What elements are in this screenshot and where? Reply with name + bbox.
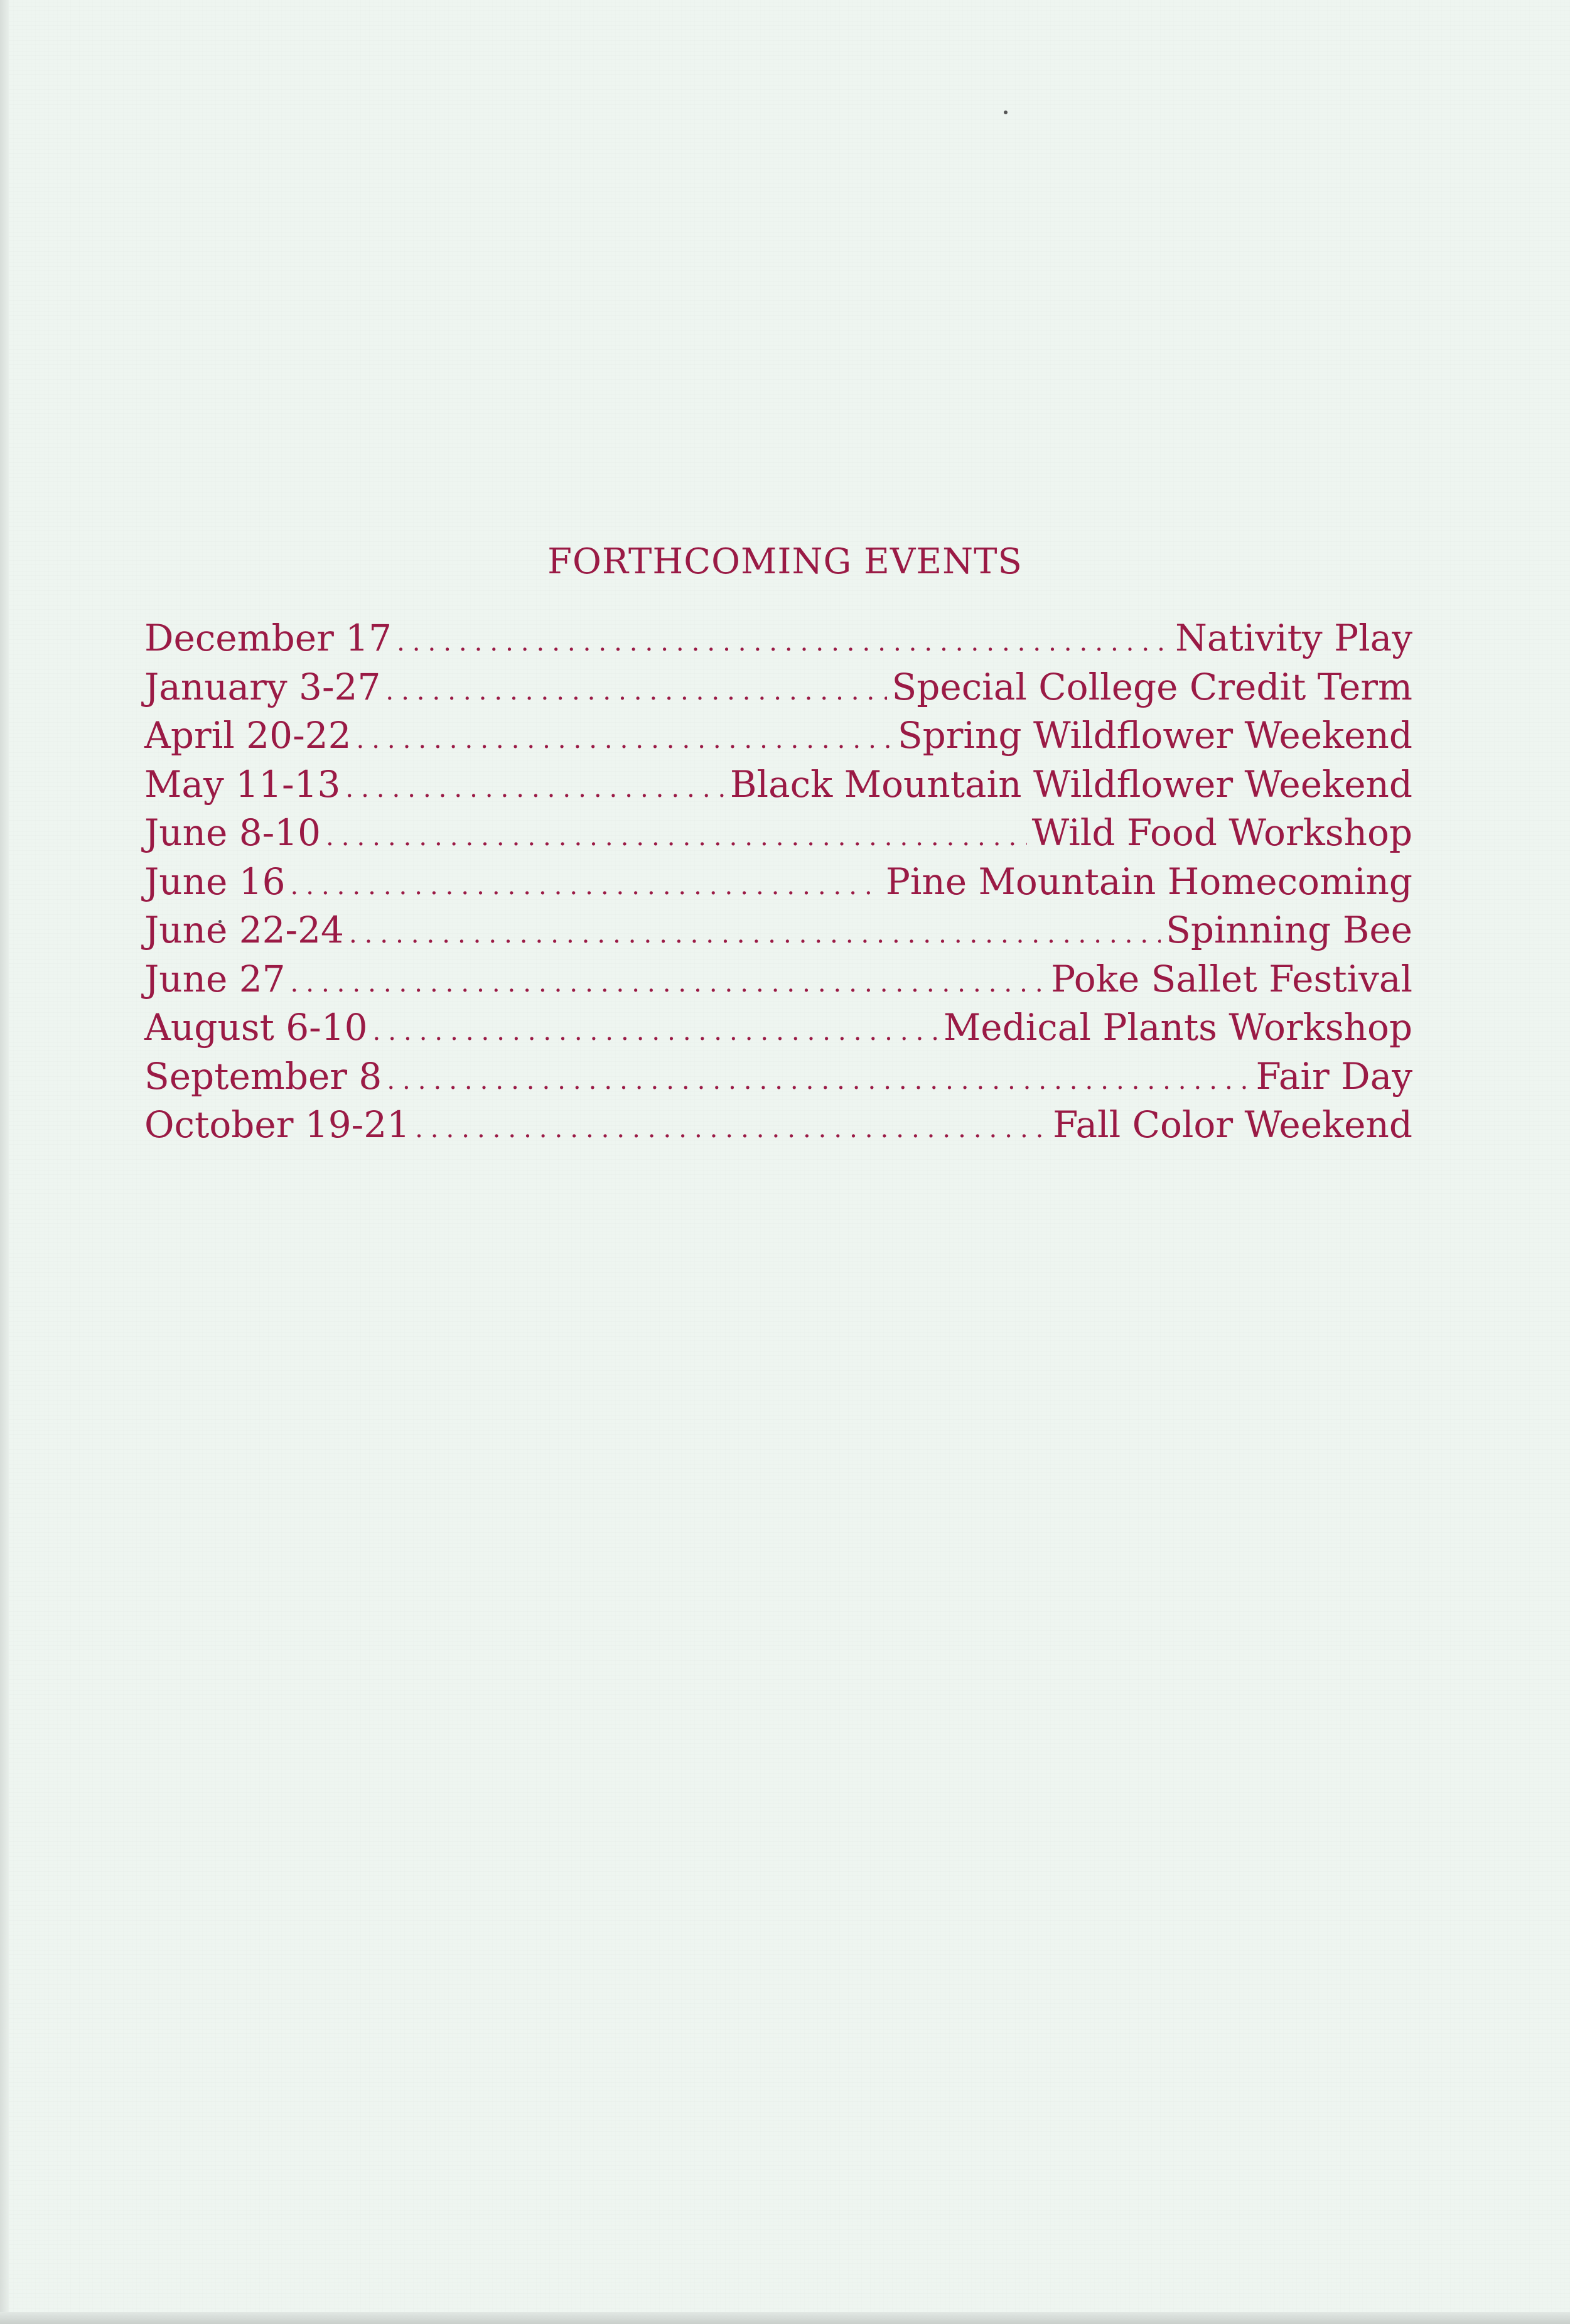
events-list bbox=[144, 617, 1412, 1152]
dot-leader bbox=[291, 969, 1046, 998]
event-name: Pine Mountain Homecoming bbox=[885, 860, 1412, 903]
paper-speck bbox=[1004, 111, 1008, 114]
paper-bottom-edge bbox=[0, 2312, 1570, 2324]
dot-leader bbox=[291, 872, 881, 900]
page-title: FORTHCOMING EVENTS bbox=[547, 541, 1023, 582]
event-name: Fair Day bbox=[1255, 1054, 1412, 1098]
event-name: Special College Credit Term bbox=[891, 665, 1412, 708]
event-name: Spinning Bee bbox=[1166, 909, 1412, 951]
event-name: Fall Color Weekend bbox=[1053, 1103, 1412, 1146]
event-date: December 17 bbox=[144, 617, 392, 659]
event-name: Wild Food Workshop bbox=[1031, 811, 1412, 854]
event-row bbox=[144, 958, 1412, 1007]
event-date: May 11-13 bbox=[144, 762, 341, 806]
dot-leader bbox=[326, 823, 1027, 851]
event-date: October 19-21 bbox=[144, 1103, 411, 1146]
event-row bbox=[144, 617, 1412, 666]
event-row bbox=[144, 909, 1412, 958]
event-row bbox=[144, 1103, 1412, 1152]
dot-leader bbox=[387, 1066, 1250, 1095]
event-date: April 20-22 bbox=[144, 714, 352, 757]
dot-leader bbox=[349, 920, 1161, 949]
dot-leader bbox=[385, 677, 886, 706]
event-row bbox=[144, 1055, 1412, 1104]
event-date: January 3-27 bbox=[144, 665, 381, 708]
event-name: Nativity Play bbox=[1175, 617, 1412, 659]
event-row bbox=[144, 714, 1412, 763]
event-row bbox=[144, 666, 1412, 715]
dot-leader bbox=[345, 774, 725, 803]
event-name: Poke Sallet Festival bbox=[1051, 957, 1412, 1000]
event-row bbox=[144, 1006, 1412, 1055]
dot-leader bbox=[415, 1115, 1048, 1143]
dot-leader bbox=[356, 725, 892, 754]
event-date: September 8 bbox=[144, 1054, 382, 1098]
event-row bbox=[144, 763, 1412, 812]
dot-leader bbox=[397, 628, 1170, 657]
event-row bbox=[144, 811, 1412, 860]
event-row bbox=[144, 860, 1412, 909]
event-name: Spring Wildflower Weekend bbox=[897, 714, 1412, 757]
event-date: June 16 bbox=[144, 860, 286, 903]
event-date: August 6-10 bbox=[144, 1006, 368, 1049]
event-name: Medical Plants Workshop bbox=[943, 1006, 1412, 1049]
event-date: June 27 bbox=[144, 957, 286, 1000]
event-name: Black Mountain Wildflower Weekend bbox=[729, 762, 1412, 806]
dot-leader bbox=[373, 1017, 938, 1046]
event-date: June 8-10 bbox=[144, 811, 321, 854]
event-date: June 22-24 bbox=[144, 909, 344, 951]
paper-left-edge bbox=[0, 0, 9, 2324]
